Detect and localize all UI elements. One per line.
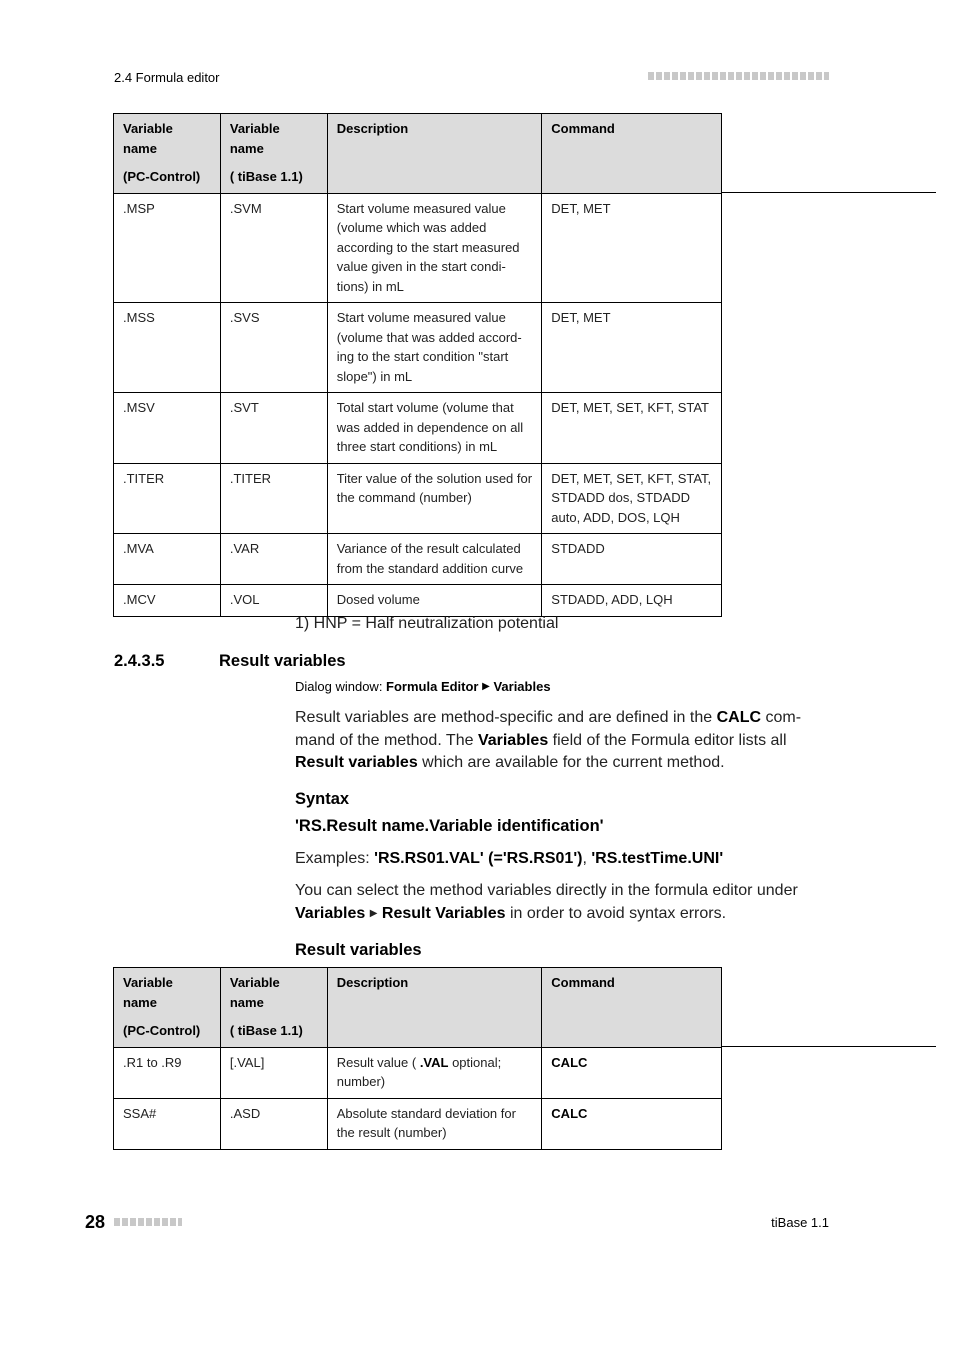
col-header-tibase: Variable name ( tiBase 1.1) xyxy=(220,114,327,194)
intro-paragraph: Result variables are method-specific and are defined in the CALC com-mand of the method. The Variables field of the Formula editor lists all Result variables which are available for the current method. xyxy=(295,709,802,771)
col-header-pc: Variable name (PC-Control) xyxy=(114,114,221,194)
col-header-pc: Variable name (PC-Control) xyxy=(114,968,221,1048)
col-header-command: Command xyxy=(542,114,722,194)
triangle-right-icon: ▶ xyxy=(482,681,490,692)
table-header-rule xyxy=(721,1046,936,1047)
footnote: 1) HNP = Half neutralization potential xyxy=(295,615,559,632)
col-header-description: Description xyxy=(327,968,542,1048)
header-decoration xyxy=(648,72,829,80)
syntax-value: 'RS.Result name.Variable identification' xyxy=(295,817,604,835)
result-variables-table xyxy=(113,967,722,1150)
table-row: .R1 to .R9 [.VAL] Result value ( .VAL optional; number) CALC xyxy=(114,1047,722,1098)
triangle-right-icon: ▶ xyxy=(369,907,378,919)
table-row: .MSS .SVS Start volume measured value (volume that was added accord-ing to the start condition "start slope") in mL DET, MET xyxy=(114,303,722,393)
table-row: SSA# .ASD Absolute standard deviation for the result (number) CALC xyxy=(114,1098,722,1149)
page-number: 28 xyxy=(85,1212,106,1232)
table-row: .MVA .VAR Variance of the result calculated from the standard addition curve STDADD xyxy=(114,534,722,585)
section-number: 2.4.3.5 xyxy=(114,652,165,670)
result-table-title: Result variables xyxy=(295,941,422,959)
product-name: tiBase 1.1 xyxy=(771,1215,829,1230)
dialog-path: Dialog window: Formula Editor ▶ Variables xyxy=(295,679,551,694)
table-header-rule xyxy=(721,192,936,193)
table-row: .TITER .TITER Titer value of the solution used for the command (number) DET, MET, SET, KFT, STAT, STDADD dos, STDADD auto, ADD, DOS, LQH xyxy=(114,463,722,534)
section-title: Result variables xyxy=(219,652,346,670)
col-header-command: Command xyxy=(542,968,722,1048)
select-paragraph: You can select the method variables directly in the formula editor under Variables ▶ Result Variables in order to avoid syntax errors. xyxy=(295,882,798,922)
table-row: .MCV .VOL Dosed volume STDADD, ADD, LQH xyxy=(114,585,722,617)
variables-table xyxy=(113,113,722,617)
col-header-description: Description xyxy=(327,114,542,194)
examples-line: Examples: 'RS.RS01.VAL' (='RS.RS01'), 'RS.testTime.UNI' xyxy=(295,850,724,867)
footer-decoration xyxy=(114,1218,182,1226)
running-header: 2.4 Formula editor xyxy=(114,70,220,85)
table-row: .MSP .SVM Start volume measured value (volume which was added according to the start measured value given in the start condi-tions) in mL DET, MET xyxy=(114,193,722,303)
syntax-heading: Syntax xyxy=(295,790,350,808)
table-row: .MSV .SVT Total start volume (volume that was added in dependence on all three start conditions) in mL DET, MET, SET, KFT, STAT xyxy=(114,393,722,464)
col-header-tibase: Variable name ( tiBase 1.1) xyxy=(220,968,327,1048)
